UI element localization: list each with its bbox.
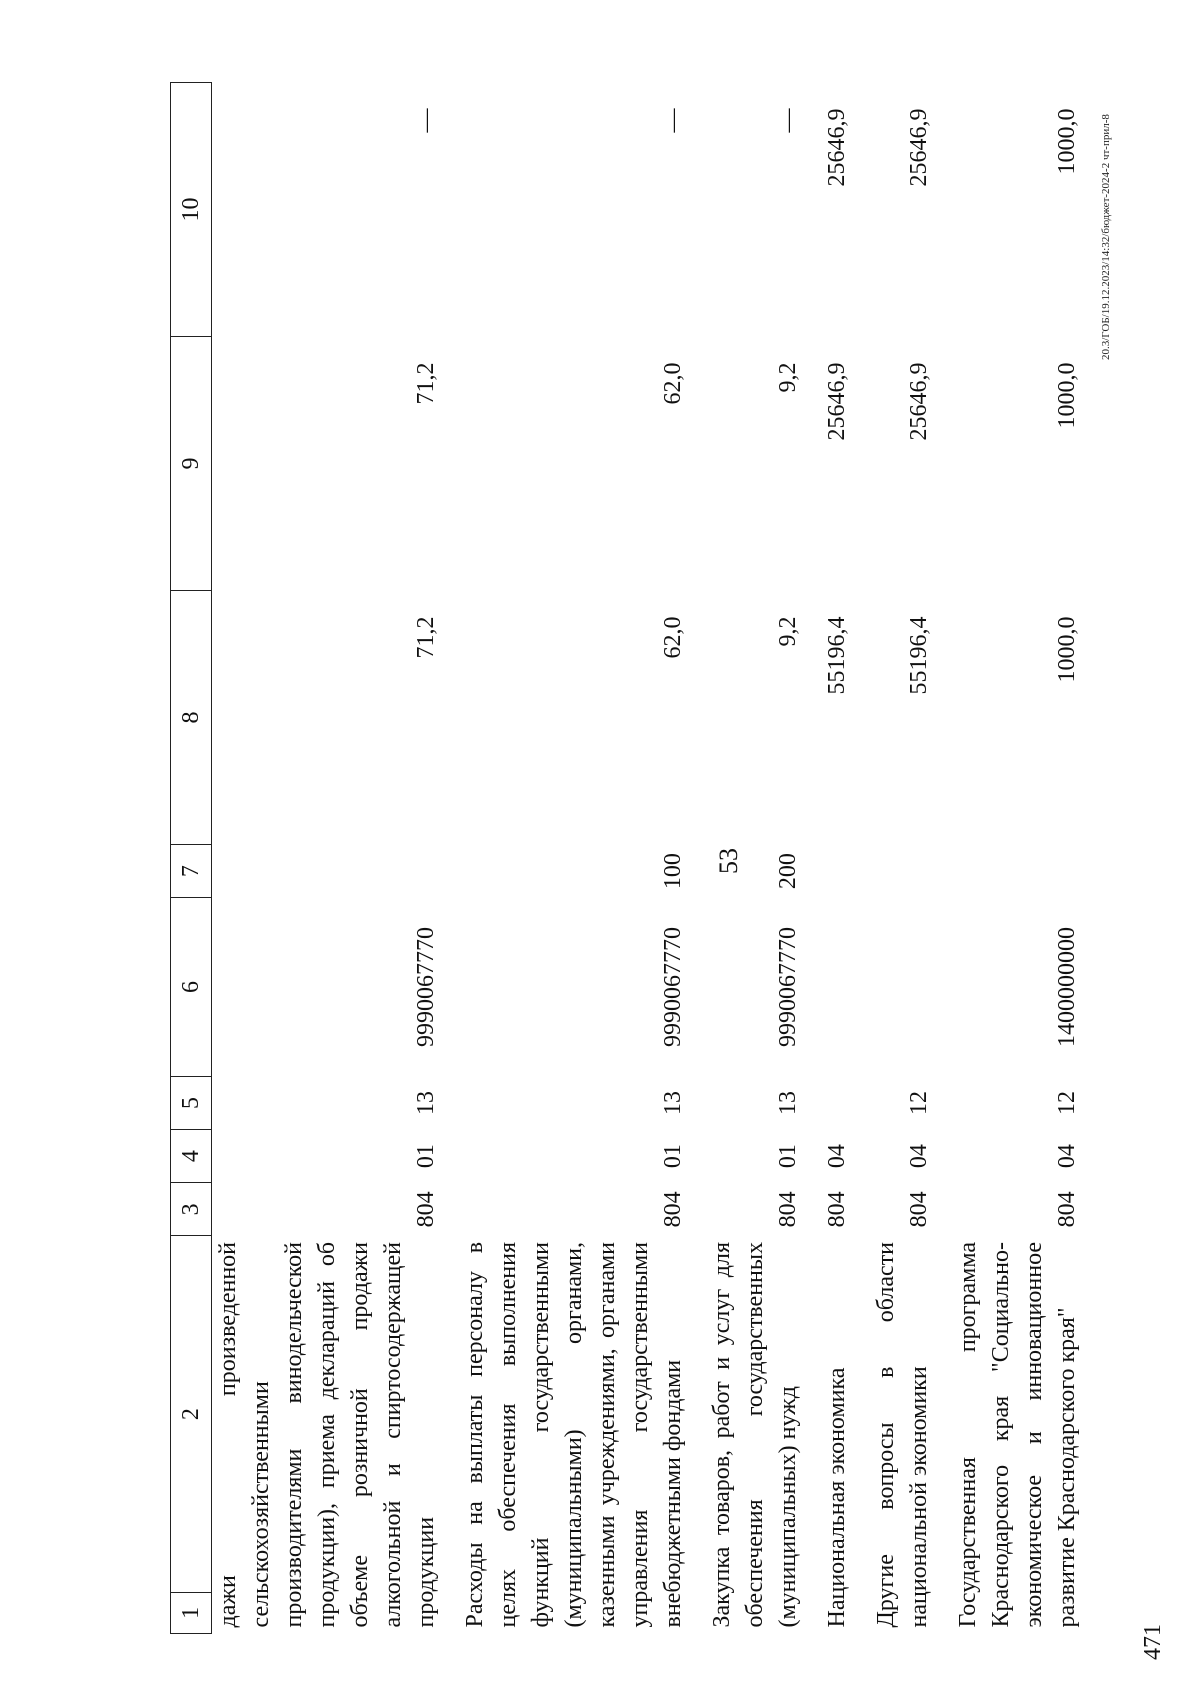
row-csr: 9990067770 bbox=[413, 927, 439, 1048]
table-row bbox=[821, 83, 870, 1634]
header-col-2: 2 bbox=[171, 1236, 212, 1592]
budget-table-container bbox=[170, 82, 1100, 1634]
row-sum-col9: 71,2 bbox=[413, 362, 439, 405]
row-sum-col8: 55196,4 bbox=[824, 616, 850, 695]
table-row bbox=[706, 83, 821, 1634]
row-sum-col10: — bbox=[413, 108, 439, 133]
header-col-10: 10 bbox=[171, 83, 212, 337]
row-csr: 9990067770 bbox=[775, 927, 801, 1048]
sheet-number: 471 bbox=[1140, 1624, 1166, 1660]
row-rz: 01 bbox=[775, 1144, 801, 1169]
row-pr: 13 bbox=[413, 1090, 439, 1115]
row-name: Национальная экономика bbox=[824, 1367, 850, 1628]
row-csr: 1400000000 bbox=[1054, 927, 1080, 1048]
row-sum-col9: 9,2 bbox=[775, 362, 801, 393]
header-col-6: 6 bbox=[171, 898, 212, 1077]
row-sum-col10: — bbox=[775, 108, 801, 133]
row-pr: 12 bbox=[906, 1090, 932, 1115]
table-row bbox=[870, 83, 952, 1634]
row-pr bbox=[821, 1076, 870, 1129]
header-col-1: 1 bbox=[171, 1592, 212, 1633]
row-vr bbox=[212, 844, 460, 897]
row-sum-col9: 25646,9 bbox=[824, 362, 850, 441]
header-col-3: 3 bbox=[171, 1183, 212, 1236]
header-col-4: 4 bbox=[171, 1130, 212, 1183]
row-sum-col8: 71,2 bbox=[413, 616, 439, 659]
row-pr: 12 bbox=[1054, 1090, 1080, 1115]
row-rz: 01 bbox=[660, 1144, 686, 1169]
row-vr bbox=[821, 844, 870, 897]
row-name: Государственная программа Краснодарского края "Социально-экономическое и инновационное развитие Краснодарского края" bbox=[955, 1241, 1080, 1628]
header-col-8: 8 bbox=[171, 591, 212, 845]
row-pr: 13 bbox=[660, 1090, 686, 1115]
header-col-5: 5 bbox=[171, 1076, 212, 1129]
row-vr bbox=[870, 844, 952, 897]
table-row bbox=[459, 83, 706, 1634]
row-vr: 100 bbox=[660, 853, 686, 890]
header-col-9: 9 bbox=[171, 337, 212, 591]
row-grbs: 804 bbox=[413, 1191, 439, 1228]
row-rz: 01 bbox=[413, 1144, 439, 1169]
header-row bbox=[171, 83, 212, 1634]
row-vr bbox=[952, 844, 1100, 897]
table-row bbox=[952, 83, 1100, 1634]
row-name: Закупка товаров, работ и услуг для обеспечения государственных (муниципальных) нужд bbox=[709, 1241, 801, 1628]
row-name: дажи произведенной сельскохозяйственными производителями винодельческой продукции), приема деклараций об объеме розничной продажи алкогольной и спиртосодержащей продукции bbox=[215, 1241, 439, 1628]
row-sum-col10: — bbox=[660, 108, 686, 133]
row-name: Расходы на выплаты персоналу в целях обеспечения выполнения функций государственными (муниципальными) органами, казенными учреждениями, органами управления государственными внебюджетными фондами bbox=[462, 1241, 686, 1628]
row-sum-col9: 25646,9 bbox=[906, 362, 932, 441]
row-vr: 200 bbox=[775, 853, 801, 890]
row-grbs: 804 bbox=[906, 1191, 932, 1228]
row-rz: 04 bbox=[1054, 1144, 1080, 1169]
page-number: 53 bbox=[714, 848, 743, 874]
row-grbs: 804 bbox=[824, 1191, 850, 1228]
row-sum-col8: 9,2 bbox=[775, 616, 801, 647]
row-sum-col10: 25646,9 bbox=[906, 108, 932, 187]
row-sum-col10: 25646,9 bbox=[824, 108, 850, 187]
budget-table bbox=[170, 82, 1100, 1634]
row-pr: 13 bbox=[775, 1090, 801, 1115]
row-rz: 04 bbox=[906, 1144, 932, 1169]
header-col-7: 7 bbox=[171, 844, 212, 897]
table-row bbox=[212, 83, 460, 1634]
document-footer-code: 20.3/ГОБ/19.12.2023/14:32/бюджет-2024-2 чт-прил-8 bbox=[1100, 114, 1112, 360]
row-csr bbox=[821, 898, 870, 1077]
row-sum-col9: 62,0 bbox=[660, 362, 686, 405]
row-sum-col10: 1000,0 bbox=[1054, 108, 1080, 175]
row-rz: 04 bbox=[824, 1144, 850, 1169]
row-csr bbox=[870, 898, 952, 1077]
row-name: Другие вопросы в области национальной экономики bbox=[873, 1241, 932, 1628]
row-csr: 9990067770 bbox=[660, 927, 686, 1048]
row-grbs: 804 bbox=[1054, 1191, 1080, 1228]
row-grbs: 804 bbox=[775, 1191, 801, 1228]
row-sum-col9: 1000,0 bbox=[1054, 362, 1080, 429]
row-sum-col8: 55196,4 bbox=[906, 616, 932, 695]
row-sum-col8: 1000,0 bbox=[1054, 616, 1080, 683]
row-sum-col8: 62,0 bbox=[660, 616, 686, 659]
row-grbs: 804 bbox=[660, 1191, 686, 1228]
